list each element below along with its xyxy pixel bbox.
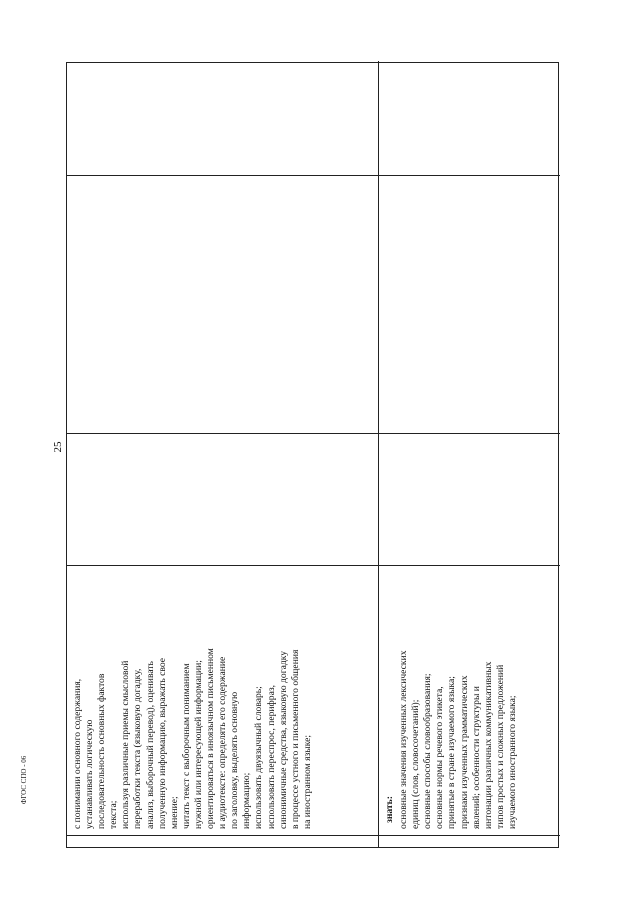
text-line: основные способы словообразования; <box>422 673 434 829</box>
text-line: использовать переспрос, перифраз, <box>265 684 277 829</box>
text-line: текста; <box>108 800 120 829</box>
text-line: основные нормы речевого этикета, <box>434 686 446 829</box>
text-line: используя различные приемы смысловой <box>120 660 132 829</box>
table-cell-skills <box>67 565 378 835</box>
table-cell-empty <box>67 433 378 565</box>
text-line: в процессе устного и письменного общения <box>289 649 301 829</box>
text-line: полученную информацию, выражать свое <box>156 657 168 829</box>
section-heading: знать: <box>384 796 395 823</box>
text-line: ориентироваться в иноязычном письменном <box>205 648 217 829</box>
table-cell-knowledge <box>379 565 560 835</box>
text-line: переработки текста (языковую догадку, <box>132 668 144 829</box>
table-cell-empty <box>379 175 560 433</box>
text-line: и аудиотексте: определять его содержание <box>217 656 229 829</box>
text-line: информацию; <box>241 772 253 829</box>
text-line: на иностранном языке; <box>301 734 313 829</box>
table-cell-empty <box>379 61 560 175</box>
text-line: с понимании основного содержания, <box>72 678 83 829</box>
table-row <box>379 61 560 847</box>
table-cell-index <box>67 835 378 847</box>
page-number-text: 25 <box>52 441 64 453</box>
footer-text: ФГОС СПО - 06 <box>20 755 28 805</box>
text-line: устанавливать логическую <box>84 719 96 829</box>
text-line: читать текст с выборочным пониманием <box>180 663 192 829</box>
text-line: нужной или интересующей информации; <box>192 660 204 829</box>
table-cell-index <box>379 835 560 847</box>
text-line: синонимичные средства, языковую догадку <box>277 650 289 829</box>
text-line: последовательность основных фактов <box>96 673 108 829</box>
table-cell-empty <box>67 61 378 175</box>
table-row <box>67 61 379 847</box>
competency-table <box>66 62 559 848</box>
text-line: основные значения изученных лексических <box>398 650 410 829</box>
text-line: явлений; особенности структуры и <box>470 686 482 829</box>
table-cell-empty <box>379 433 560 565</box>
text-line: по заголовку, выделять основную <box>229 691 241 829</box>
text-line: признаки изученных грамматических <box>458 675 470 829</box>
text-line: мнение; <box>168 796 180 829</box>
text-line: единиц (слов, словосочетаний); <box>410 699 422 829</box>
text-line: типов простых и сложных предложений <box>494 664 506 829</box>
text-line: изучаемого иностранного языка; <box>506 695 518 829</box>
text-line: использовать двуязычный словарь; <box>253 686 265 829</box>
text-line: принятые в стране изучаемого языка; <box>446 676 458 829</box>
text-line: интонации различных коммуникативных <box>482 661 494 829</box>
table-cell-empty <box>67 175 378 433</box>
text-line: анализ, выборочный перевод), оценивать <box>144 661 156 829</box>
